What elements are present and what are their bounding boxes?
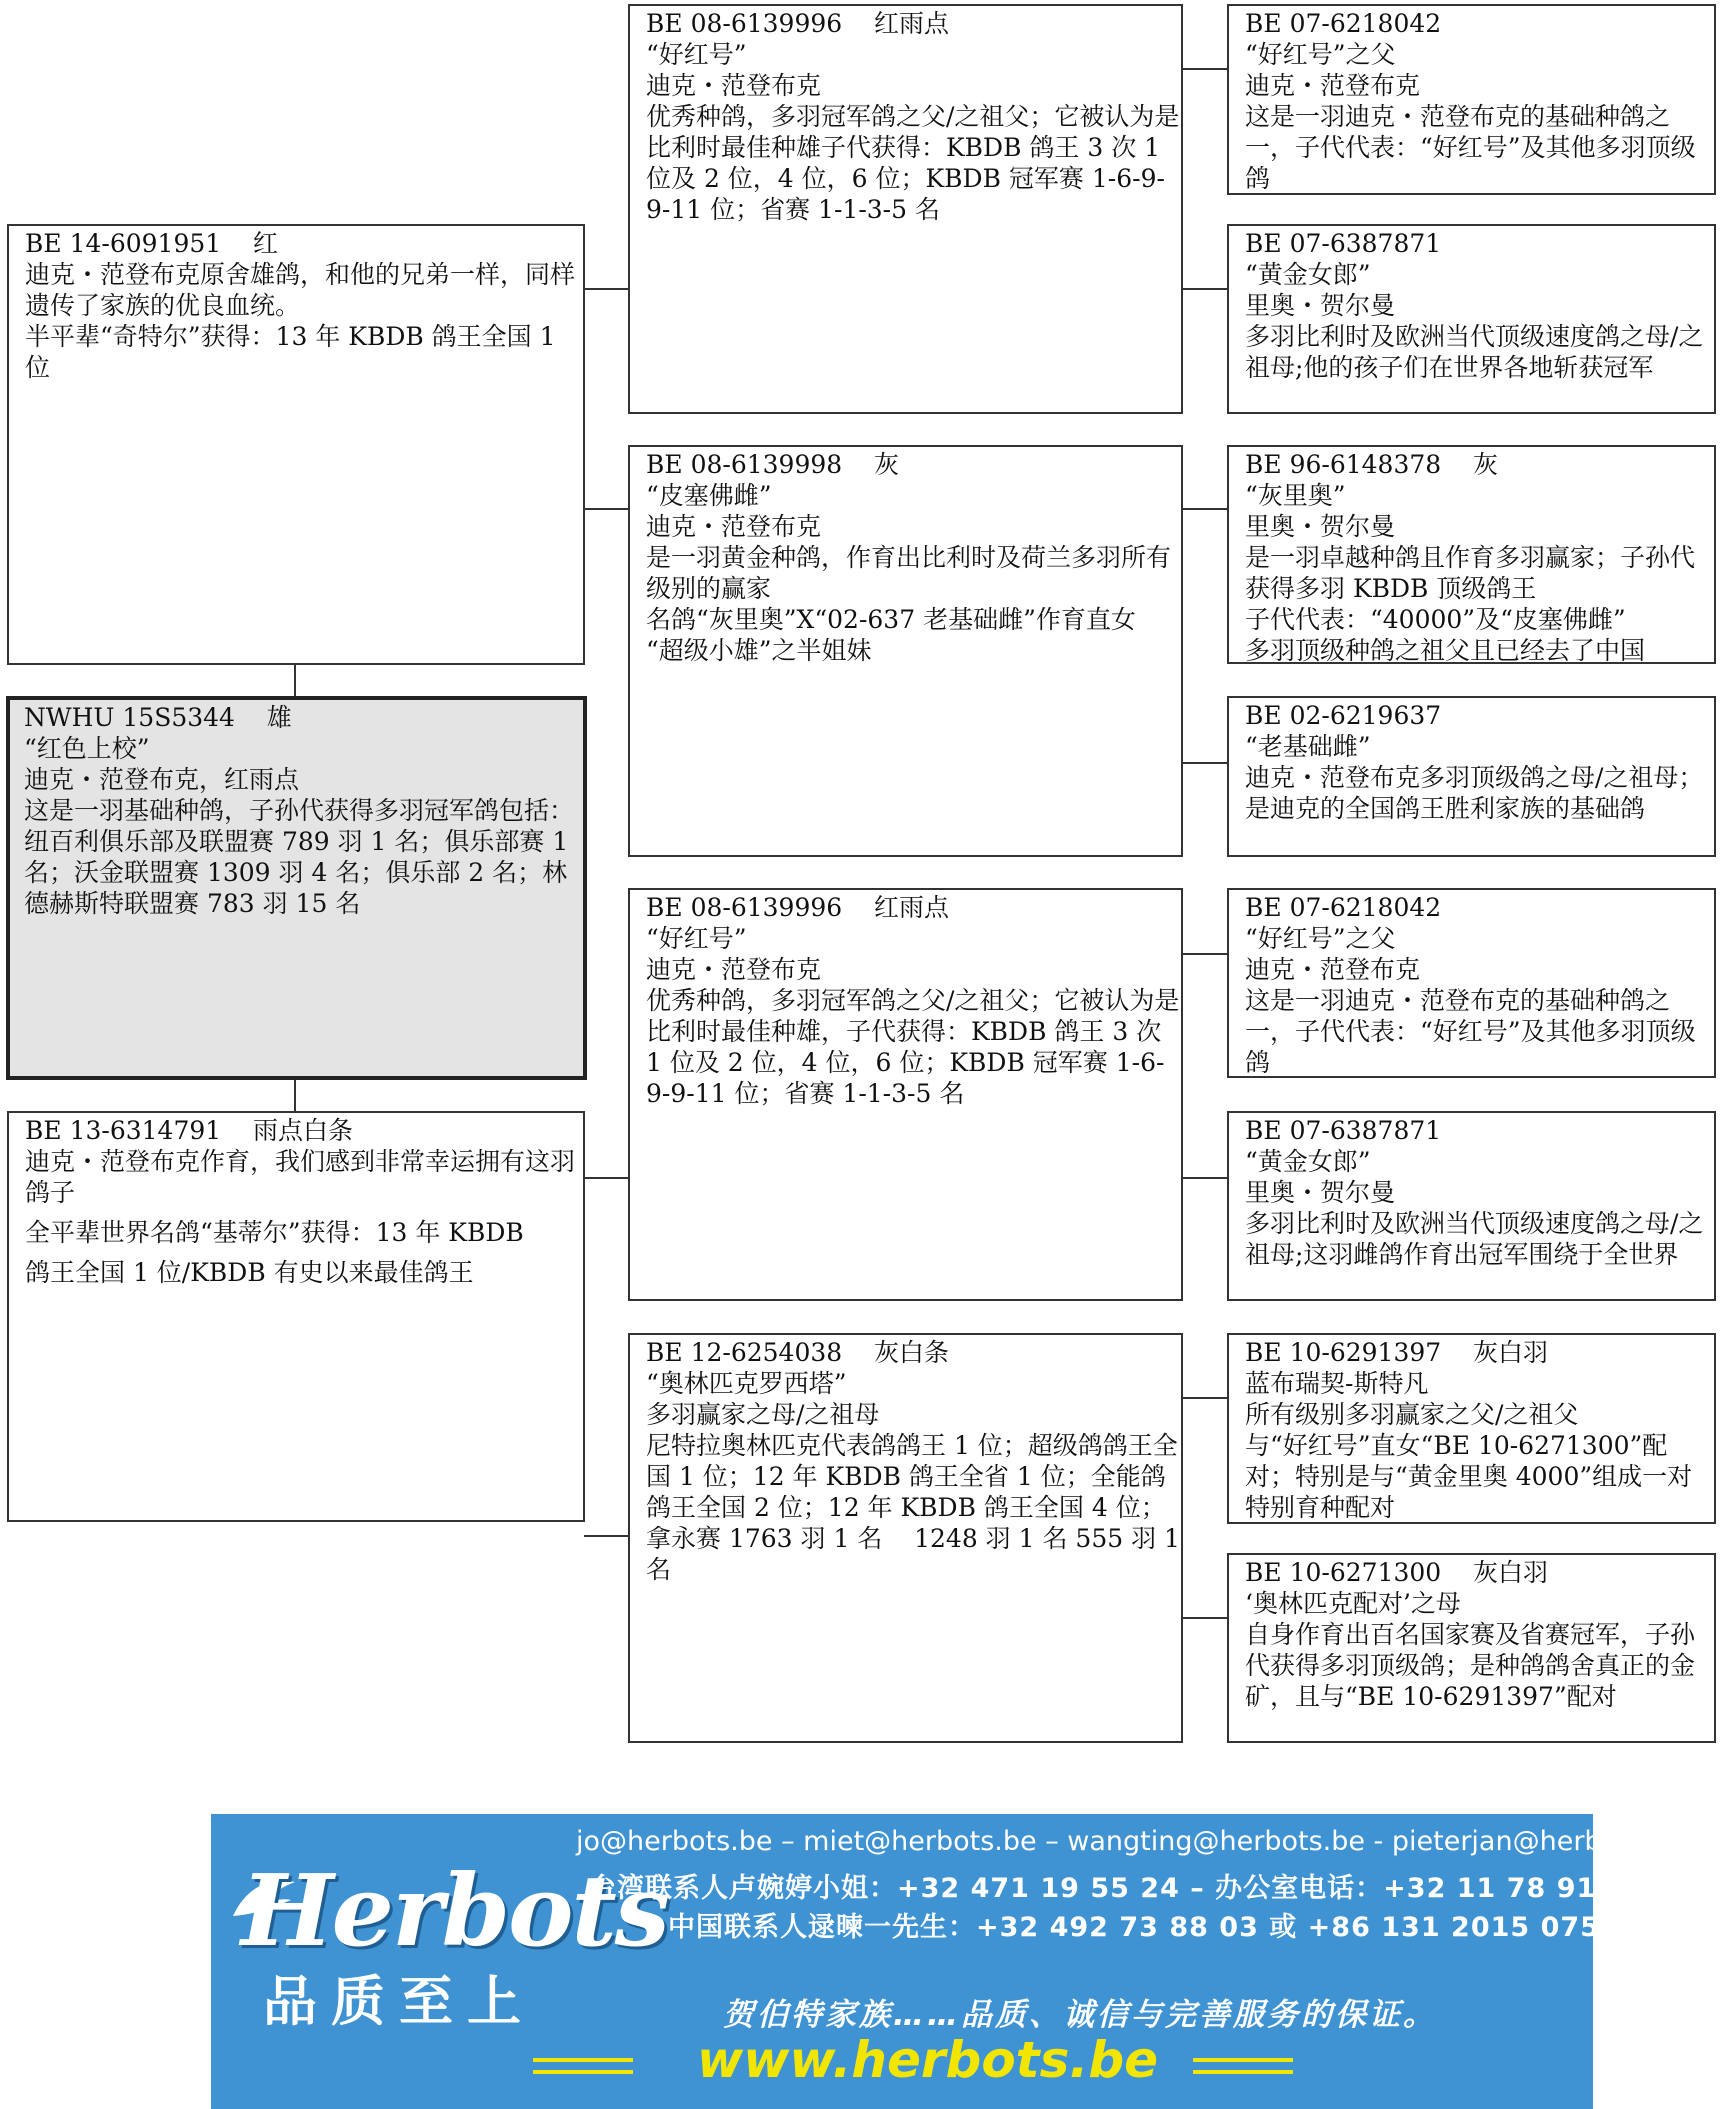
- ring-number: BE 12-6254038 灰白条: [646, 1338, 949, 1367]
- pedigree-text: “好红号”之父: [1245, 924, 1396, 953]
- pedigree-text: 纽百利俱乐部及联盟赛 789 羽 1 名；俱乐部赛 1 名；沃金联盟赛 1309 羽 4 名；俱乐部 2 名；林德赫斯特联盟赛 783 羽 15 名: [24, 827, 577, 918]
- pedigree-text: 这是一羽基础种鸽，子孙代获得多羽冠军鸽包括：: [24, 796, 575, 825]
- pedigree-text: 鸽王全国 1 位/KBDB 有史以来最佳鸽王: [25, 1258, 474, 1287]
- pedigree-great-grandparent-box: [1227, 445, 1716, 664]
- pedigree-text: 优秀种鸽，多羽冠军鸽之父/之祖父；它被认为是比利时最佳种雄，子代获得：KBDB 鸽王 3 次 1 位及 2 位，4 位，6 位；KBDB 冠军赛 1-6-9-9-11 位；省赛 1-1-3-5 名: [646, 986, 1180, 1108]
- pedigree-text: “黄金女郎”: [1245, 1147, 1371, 1176]
- pedigree-text: “黄金女郎”: [1245, 260, 1371, 289]
- pedigree-text: 迪克・范登布克: [646, 71, 822, 100]
- pedigree-text: 尼特拉奥林匹克代表鸽鸽王 1 位；超级鸽鸽王全国 1 位；12 年 KBDB 鸽王全省 1 位；全能鸽鸽王全国 2 位；12 年 KBDB 鸽王全国 4 位；拿永赛 1763 羽 1 名 1248 羽 1 名 555 羽 1 名: [646, 1431, 1188, 1584]
- connector-line: [584, 508, 629, 510]
- pedigree-text: “好红号”: [646, 924, 747, 953]
- pedigree-text: 里奥・贺尔曼: [1245, 512, 1396, 541]
- pedigree-text: 迪克・范登布克: [646, 512, 822, 541]
- pedigree-text: 迪克・范登布克多羽顶级鸽之母/之祖母；是迪克的全国鸽王胜利家族的基础鸽: [1245, 763, 1704, 823]
- connector-line: [1182, 508, 1228, 510]
- ring-number: BE 07-6387871: [1245, 1116, 1442, 1145]
- tagline-text: 贺伯特家族……品质、诚信与完善服务的保证。: [723, 1997, 1437, 2033]
- pedigree-dam-box: [7, 1111, 585, 1522]
- slogan-text: 品质至上: [263, 1969, 535, 2033]
- pedigree-grandparent-box: [628, 4, 1183, 414]
- pedigree-text: “老基础雌”: [1245, 732, 1371, 761]
- pedigree-text: 是一羽黄金种鸽，作育出比利时及荷兰多羽所有级别的赢家: [646, 543, 1172, 603]
- connector-line: [294, 662, 296, 698]
- pedigree-text: “红色上校”: [24, 734, 150, 763]
- pedigree-text: “奥林匹克罗西塔”: [646, 1369, 847, 1398]
- pedigree-text: “好红号”之父: [1245, 40, 1396, 69]
- pedigree-text: “皮塞佛雌”: [646, 481, 772, 510]
- pedigree-text: 优秀种鸽，多羽冠军鸽之父/之祖父；它被认为是比利时最佳种雄子代获得：KBDB 鸽王 3 次 1 位及 2 位，4 位，6 位；KBDB 冠军赛 1-6-9-9-11 位；省赛 1-1-3-5 名: [646, 102, 1180, 224]
- pedigree-text: 自身作育出百名国家赛及省赛冠军，子孙代获得多羽顶级鸽；是种鸽鸽舍真正的金矿，且与“BE 10-6291397”配对: [1245, 1620, 1696, 1711]
- pedigree-great-grandparent-box: [1227, 888, 1716, 1078]
- connector-line: [1182, 288, 1228, 290]
- connector-line: [294, 1077, 296, 1113]
- pedigree-text: 全平辈世界名鸽“基蒂尔”获得：13 年 KBDB: [25, 1218, 524, 1247]
- ring-number: BE 14-6091951 红: [25, 229, 278, 258]
- ring-number: BE 07-6218042: [1245, 9, 1442, 38]
- pedigree-great-grandparent-box: [1227, 224, 1716, 414]
- pedigree-text: 里奥・贺尔曼: [1245, 291, 1396, 320]
- ring-number: BE 02-6219637: [1245, 701, 1442, 730]
- connector-line: [1182, 1617, 1228, 1619]
- connector-line: [1182, 762, 1228, 764]
- pedigree-text: 迪克・范登布克作育，我们感到非常幸运拥有这羽鸽子: [25, 1147, 576, 1207]
- ring-number: BE 10-6291397 灰白羽: [1245, 1338, 1548, 1367]
- pedigree-text: 名鸽“灰里奥”X“02-637 老基础雌”作育直女: [646, 605, 1136, 634]
- ring-number: BE 08-6139996 红雨点: [646, 893, 949, 922]
- pedigree-sire-box: [7, 224, 585, 665]
- pedigree-text: 子代代表：“40000”及“皮塞佛雌”: [1245, 605, 1626, 634]
- pedigree-great-grandparent-box: [1227, 1333, 1716, 1524]
- pedigree-text: 多羽比利时及欧洲当代顶级速度鸽之母/之祖母;他的孩子们在世界各地斩获冠军: [1245, 322, 1704, 382]
- pedigree-great-grandparent-box: [1227, 1553, 1716, 1743]
- ring-number: BE 07-6387871: [1245, 229, 1442, 258]
- ring-number: BE 07-6218042: [1245, 893, 1442, 922]
- pedigree-text: 多羽顶级种鸽之祖父且已经去了中国: [1245, 636, 1646, 665]
- pedigree-text: 多羽比利时及欧洲当代顶级速度鸽之母/之祖母;这羽雌鸽作育出冠军围绕于全世界: [1245, 1209, 1704, 1269]
- pedigree-great-grandparent-box: [1227, 1111, 1716, 1301]
- website-link[interactable]: www.herbots.be: [697, 2031, 1159, 2089]
- connector-line: [584, 1177, 629, 1179]
- pedigree-text: 这是一羽迪克・范登布克的基础种鸽之一，子代代表：“好红号”及其他多羽顶级鸽: [1245, 986, 1696, 1077]
- pedigree-text: 是一羽卓越种鸽且作育多羽赢家；子孙代获得多羽 KBDB 顶级鸽王: [1245, 543, 1696, 603]
- pedigree-great-grandparent-box: [1227, 4, 1716, 195]
- pedigree-text: 蓝布瑞契-斯特凡: [1245, 1369, 1429, 1398]
- connector-line: [1182, 1177, 1228, 1179]
- pedigree-text: 迪克・范登布克，红雨点: [24, 765, 300, 794]
- contact-taiwan: 台湾联系人卢婉婷小姐：+32 471 19 55 24 – 办公室电话：+32 11 78 91 90: [589, 1873, 1647, 1904]
- decorative-dash: [533, 2070, 633, 2074]
- pedigree-grandparent-box: [628, 445, 1183, 857]
- ring-number: BE 96-6148378 灰: [1245, 450, 1498, 479]
- connector-line: [584, 1535, 629, 1537]
- pedigree-grandparent-box: [628, 1333, 1188, 1743]
- pedigree-text: 迪克・范登布克: [1245, 71, 1421, 100]
- pedigree-text: “灰里奥”: [1245, 481, 1346, 510]
- pedigree-text: ‘奥林匹克配对’之母: [1245, 1589, 1461, 1618]
- connector-line: [584, 288, 629, 290]
- pedigree-text: “好红号”: [646, 40, 747, 69]
- pedigree-text: 里奥・贺尔曼: [1245, 1178, 1396, 1207]
- pedigree-text: “超级小雄”之半姐妹: [646, 636, 872, 665]
- pedigree-text: 这是一羽迪克・范登布克的基础种鸽之一，子代代表：“好红号”及其他多羽顶级鸽: [1245, 102, 1696, 193]
- connector-line: [1182, 953, 1228, 955]
- ring-number: BE 10-6271300 灰白羽: [1245, 1558, 1548, 1587]
- ring-number: BE 13-6314791 雨点白条: [25, 1116, 353, 1145]
- pedigree-text: 所有级别多羽赢家之父/之祖父: [1245, 1400, 1579, 1429]
- pedigree-text: 迪克・范登布克原舍雄鸽，和他的兄弟一样，同样遗传了家族的优良血统。: [25, 260, 576, 320]
- decorative-dash: [533, 2058, 633, 2062]
- ring-number: BE 08-6139996 红雨点: [646, 9, 949, 38]
- contact-emails[interactable]: jo@herbots.be – miet@herbots.be – wangting@herbots.be - pieterjan@herbots.be: [576, 1826, 1686, 1857]
- decorative-dash: [1193, 2070, 1293, 2074]
- pedigree-great-grandparent-box: [1227, 696, 1716, 857]
- herbots-logo: Herbots: [241, 1854, 668, 1969]
- pedigree-text: 半平辈“奇特尔”获得：13 年 KBDB 鸽王全国 1 位: [25, 322, 564, 382]
- ring-number: NWHU 15S5344 雄: [24, 703, 292, 732]
- pedigree-text: 多羽赢家之母/之祖母: [646, 1400, 880, 1429]
- pedigree-text: 迪克・范登布克: [1245, 955, 1421, 984]
- pedigree-text: 与“好红号”直女“BE 10-6271300”配对；特别是与“黄金里奥 4000”组成一对特别育种配对: [1245, 1431, 1693, 1522]
- connector-line: [1182, 68, 1228, 70]
- connector-line: [1182, 1397, 1228, 1399]
- pedigree-subject-box: [6, 696, 587, 1080]
- footer-banner: [211, 1814, 1686, 2109]
- pedigree-text: 迪克・范登布克: [646, 955, 822, 984]
- decorative-dash: [1193, 2058, 1293, 2062]
- pedigree-grandparent-box: [628, 888, 1183, 1301]
- ring-number: BE 08-6139998 灰: [646, 450, 899, 479]
- contact-china: 中国联系人逯暕一先生：+32 492 73 88 03 或 +86 131 2015 0755: [668, 1912, 1620, 1943]
